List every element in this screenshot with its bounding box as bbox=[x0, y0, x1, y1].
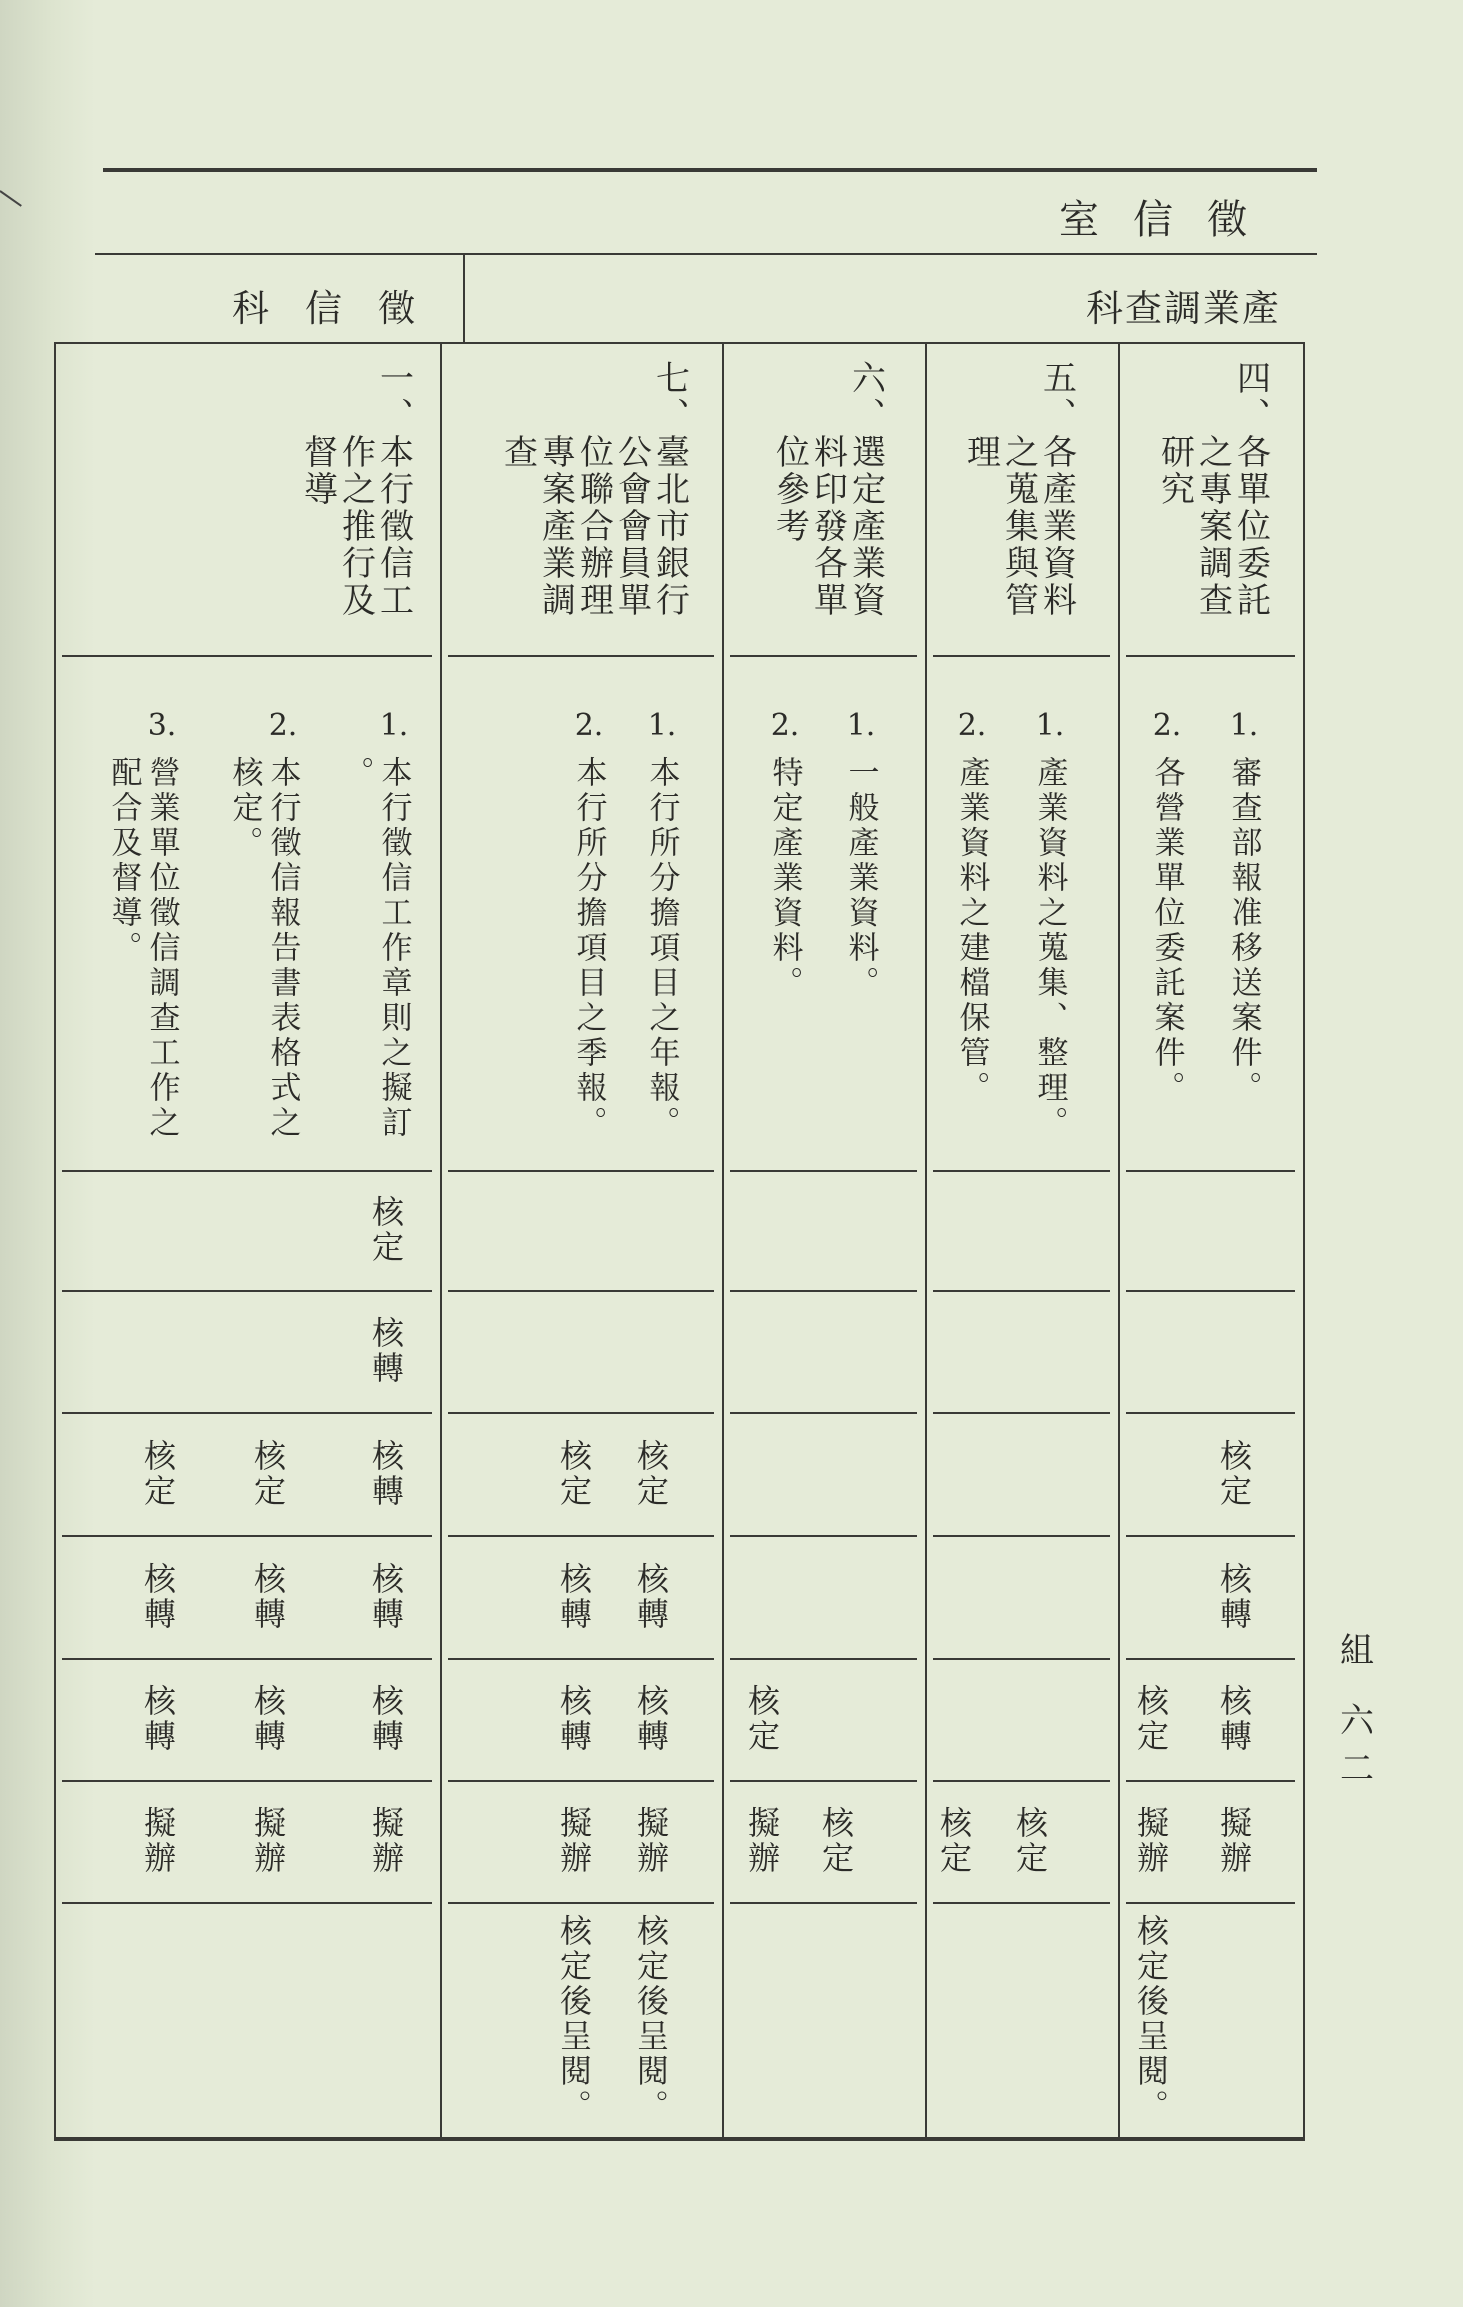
duty-title-line: 選定產業資 bbox=[845, 434, 886, 619]
row-divider bbox=[448, 1780, 714, 1782]
item-text-line: 。 bbox=[337, 756, 374, 791]
approval-cell-action: 核轉 bbox=[632, 1561, 670, 1632]
table-right-border bbox=[1303, 342, 1305, 2137]
item-text-line: 一般產業資料。 bbox=[842, 756, 879, 1001]
row-divider bbox=[1126, 1658, 1295, 1660]
row-divider bbox=[933, 1170, 1110, 1172]
item-text-line: 核定。 bbox=[226, 756, 263, 861]
approval-cell-action: 核轉 bbox=[1215, 1561, 1253, 1632]
duty-title-line: 本行徵信工 bbox=[373, 434, 414, 619]
row-divider bbox=[933, 1780, 1110, 1782]
approval-cell-action: 核轉 bbox=[249, 1684, 287, 1754]
approval-cell-action: 核轉 bbox=[367, 1684, 405, 1754]
column-divider bbox=[440, 342, 442, 2137]
row-divider bbox=[730, 655, 917, 657]
duty-title-number: 四、 bbox=[1230, 360, 1271, 434]
duty-title-line: 之專案調查 bbox=[1192, 434, 1233, 619]
row-divider bbox=[448, 1290, 714, 1292]
approval-cell-action: 核定 bbox=[555, 1438, 593, 1509]
row-divider bbox=[62, 1658, 432, 1660]
approval-cell-action: 核定 bbox=[817, 1806, 855, 1876]
approval-cell-action: 核轉 bbox=[249, 1561, 287, 1632]
row-divider bbox=[933, 1658, 1110, 1660]
item-text-line: 產業資料之蒐集、整理。 bbox=[1031, 756, 1068, 1141]
approval-cell-action: 核定 bbox=[632, 1438, 670, 1509]
duty-title-line: 作之推行及 bbox=[335, 434, 376, 619]
row-divider bbox=[730, 1290, 917, 1292]
item-text-line: 營業單位徵信調查工作之 bbox=[143, 756, 180, 1141]
header-bottom-rule bbox=[95, 253, 1317, 255]
row-divider bbox=[730, 1412, 917, 1414]
item-number: 1. bbox=[647, 708, 677, 743]
duty-title-number: 六、 bbox=[845, 360, 886, 434]
duty-title-line: 各產業資料 bbox=[1036, 434, 1077, 619]
column-divider bbox=[925, 342, 927, 2137]
row-divider bbox=[1126, 1780, 1295, 1782]
approval-cell-action: 核轉 bbox=[139, 1561, 177, 1632]
item-text-line: 本行徵信工作章則之擬訂 bbox=[375, 756, 412, 1141]
office-title: 徵信室 bbox=[1059, 197, 1281, 243]
approval-cell-action: 核轉 bbox=[1215, 1684, 1253, 1754]
row-divider bbox=[62, 1780, 432, 1782]
row-divider bbox=[1126, 655, 1295, 657]
duty-title-number: 五、 bbox=[1036, 360, 1077, 434]
section-title-credit-investigation: 徵信科 bbox=[232, 287, 451, 330]
item-number: 3. bbox=[147, 708, 177, 743]
duty-title-line: 料印發各單 bbox=[807, 434, 848, 619]
row-divider bbox=[62, 655, 432, 657]
row-divider bbox=[730, 1658, 917, 1660]
approval-cell-action: 核轉 bbox=[555, 1684, 593, 1754]
approval-cell-action: 擬辦 bbox=[555, 1806, 593, 1876]
approval-cell-action: 核定 bbox=[139, 1438, 177, 1509]
approval-cell-action: 核定 bbox=[1132, 1684, 1170, 1754]
item-number: 2. bbox=[957, 708, 987, 743]
approval-cell-action: 擬辦 bbox=[632, 1806, 670, 1876]
duty-title-line: 臺北市銀行 bbox=[649, 434, 690, 619]
approval-cell-action: 核定 bbox=[1215, 1438, 1253, 1509]
duty-title-line: 理 bbox=[960, 434, 1001, 471]
approval-cell-review-note: 核定後呈閱。 bbox=[632, 1914, 670, 2124]
item-number: 1. bbox=[846, 708, 876, 743]
row-divider bbox=[448, 655, 714, 657]
header-top-rule bbox=[103, 168, 1317, 172]
section-title-industry-survey: 產業調查科 bbox=[1086, 287, 1281, 330]
item-number: 2. bbox=[574, 708, 604, 743]
row-divider bbox=[1126, 1290, 1295, 1292]
item-number: 1. bbox=[379, 708, 409, 743]
approval-cell-action: 核定 bbox=[935, 1806, 973, 1876]
row-divider bbox=[448, 1902, 714, 1904]
duty-title-line: 專案產業調 bbox=[535, 434, 576, 619]
table-left-border bbox=[54, 342, 56, 2137]
item-number: 2. bbox=[1152, 708, 1182, 743]
item-text-line: 各營業單位委託案件。 bbox=[1148, 756, 1185, 1106]
duty-title-line: 公會會員單 bbox=[611, 434, 652, 619]
duty-title-line: 各單位委託 bbox=[1230, 434, 1271, 619]
approval-cell-action: 核轉 bbox=[367, 1438, 405, 1509]
row-divider bbox=[62, 1170, 432, 1172]
duty-title-number: 一、 bbox=[373, 360, 414, 434]
row-divider bbox=[448, 1412, 714, 1414]
item-text-line: 本行所分擔項目之年報。 bbox=[643, 756, 680, 1141]
approval-cell-action: 擬辦 bbox=[139, 1806, 177, 1876]
approval-cell-action: 擬辦 bbox=[249, 1806, 287, 1876]
row-divider bbox=[62, 1412, 432, 1414]
row-divider bbox=[62, 1535, 432, 1537]
row-divider bbox=[933, 1290, 1110, 1292]
column-divider bbox=[1118, 342, 1120, 2137]
item-number: 2. bbox=[268, 708, 298, 743]
duty-title-number: 七、 bbox=[649, 360, 690, 434]
page-number: 六二 bbox=[1333, 1702, 1374, 1798]
row-divider bbox=[1126, 1412, 1295, 1414]
duty-title-line: 督導 bbox=[297, 434, 338, 508]
row-divider bbox=[730, 1902, 917, 1904]
item-text-line: 本行所分擔項目之季報。 bbox=[570, 756, 607, 1141]
item-text-line: 產業資料之建檔保管。 bbox=[953, 756, 990, 1106]
row-divider bbox=[448, 1535, 714, 1537]
item-text-line: 特定產業資料。 bbox=[766, 756, 803, 1001]
row-divider bbox=[933, 1902, 1110, 1904]
approval-cell-action: 核轉 bbox=[367, 1316, 405, 1386]
row-divider bbox=[730, 1170, 917, 1172]
approval-cell-review-note: 核定後呈閱。 bbox=[555, 1914, 593, 2124]
duty-title-line: 位聯合辦理 bbox=[573, 434, 614, 619]
item-number: 2. bbox=[770, 708, 800, 743]
approval-cell-action: 核轉 bbox=[555, 1561, 593, 1632]
column-divider bbox=[722, 342, 724, 2137]
approval-cell-action: 擬辦 bbox=[367, 1806, 405, 1876]
row-divider bbox=[933, 1412, 1110, 1414]
approval-cell-action: 核轉 bbox=[632, 1684, 670, 1754]
item-text-line: 審查部報准移送案件。 bbox=[1225, 756, 1262, 1106]
duty-title-line: 研究 bbox=[1154, 434, 1195, 508]
row-divider bbox=[933, 1535, 1110, 1537]
row-divider bbox=[933, 655, 1110, 657]
approval-cell-action: 擬辦 bbox=[743, 1806, 781, 1876]
duty-title-line: 位參考 bbox=[769, 434, 810, 545]
row-divider bbox=[62, 1902, 432, 1904]
duty-title-line: 之蒐集與管 bbox=[998, 434, 1039, 619]
approval-cell-action: 核定 bbox=[743, 1684, 781, 1754]
item-number: 1. bbox=[1229, 708, 1259, 743]
item-text-line: 配合及督導。 bbox=[105, 756, 142, 966]
approval-cell-action: 核定 bbox=[367, 1195, 405, 1265]
approval-cell-action: 擬辦 bbox=[1132, 1806, 1170, 1876]
row-divider bbox=[448, 1170, 714, 1172]
approval-cell-action: 核定 bbox=[249, 1438, 287, 1509]
table-top-rule bbox=[54, 342, 1303, 344]
row-divider bbox=[1126, 1535, 1295, 1537]
approval-cell-action: 核轉 bbox=[139, 1684, 177, 1754]
row-divider bbox=[730, 1780, 917, 1782]
approval-cell-action: 核定 bbox=[1011, 1806, 1049, 1876]
row-divider bbox=[1126, 1170, 1295, 1172]
section-divider bbox=[463, 253, 465, 343]
row-divider bbox=[448, 1658, 714, 1660]
approval-cell-action: 核轉 bbox=[367, 1561, 405, 1632]
item-number: 1. bbox=[1035, 708, 1065, 743]
approval-cell-action: 擬辦 bbox=[1215, 1806, 1253, 1876]
book-gutter-shadow bbox=[0, 0, 95, 2307]
duty-title-line: 查 bbox=[497, 434, 538, 471]
row-divider bbox=[62, 1290, 432, 1292]
margin-label: 組 bbox=[1333, 1632, 1374, 1680]
row-divider bbox=[1126, 1902, 1295, 1904]
item-text-line: 本行徵信報告書表格式之 bbox=[264, 756, 301, 1141]
table-bottom-rule bbox=[54, 2137, 1305, 2141]
row-divider bbox=[730, 1535, 917, 1537]
approval-cell-review-note: 核定後呈閱。 bbox=[1132, 1914, 1170, 2124]
